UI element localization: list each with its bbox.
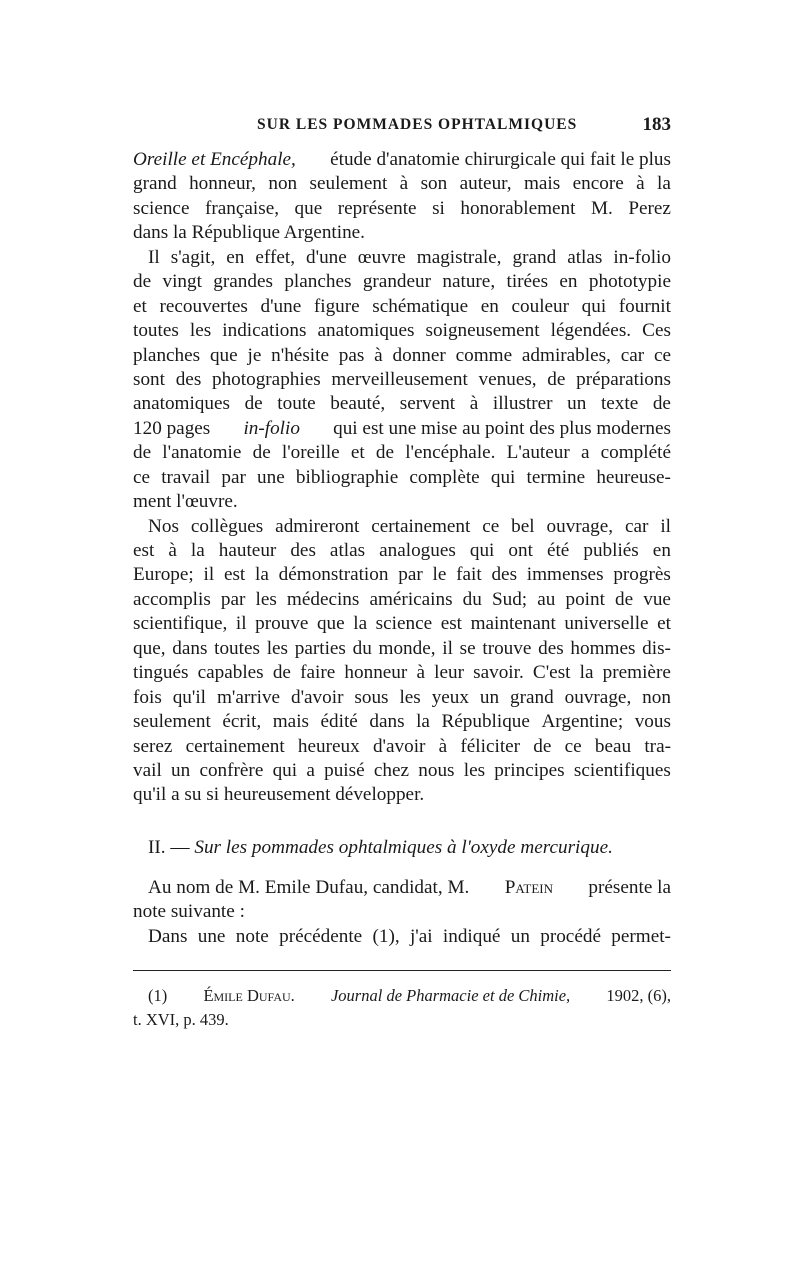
text-span: présente la [588, 877, 671, 898]
author-name: Patein [504, 877, 553, 898]
page-number: 183 [642, 114, 671, 135]
page-header [133, 114, 671, 138]
text-line: sont des photographies merveilleusement venues, de préparations [133, 368, 671, 390]
text-line: Dans une note précédente (1), j'ai indiqué un procédé permet- [148, 925, 671, 947]
text-line: ce travail par une bibliographie complète qui termine heureuse- [133, 466, 671, 488]
text-line: anatomiques de toute beauté, servent à illustrer un texte de [133, 393, 671, 415]
text-line: que, dans toutes les parties du monde, il se trouve des hommes dis- [133, 637, 671, 659]
text-span: qui est une mise au point des plus modernes [333, 417, 671, 439]
footnote-marker: (1) [148, 986, 168, 1005]
text-line: fois qu'il m'arrive d'avoir sous les yeux un grand ouvrage, non [133, 686, 671, 708]
text-span: étude d'anatomie chirurgicale qui fait le plus [330, 149, 671, 170]
text-line: Nos collègues admireront certainement ce bel ouvrage, car il [148, 515, 671, 537]
footnote-line: t. XVI, p. 439. [133, 1010, 229, 1030]
text-line [133, 875, 671, 899]
text-line: de vingt grandes planches grandeur nature, tirées en phototypie [133, 271, 671, 293]
italic-title: Oreille et Encéphale, [133, 149, 296, 170]
text-line: qu'il a su si heureusement développer. [133, 784, 425, 806]
footnote-reference: 1902, (6), [606, 986, 671, 1005]
text-line [133, 417, 671, 441]
section-title: Sur les pommades ophtalmiques à l'oxyde mercurique. [194, 837, 613, 858]
text-line: planches que je n'hésite pas à donner comme admirables, car ce [133, 344, 671, 366]
text-line: serez certainement heureux d'avoir à féliciter de ce beau tra- [133, 735, 671, 757]
text-line: accomplis par les médecins américains du Sud; au point de vue [133, 588, 671, 610]
text-line: Europe; il est la démonstration par le fait des immenses progrès [133, 564, 671, 586]
italic-term: in-folio [243, 417, 300, 439]
text-line: toutes les indications anatomiques soigneusement légendées. Ces [133, 320, 671, 342]
text-line: grand honneur, non seulement à son auteur, mais encore à la [133, 173, 671, 195]
footnote-journal: Journal de Pharmacie et de Chimie, [330, 986, 571, 1005]
text-line [133, 148, 671, 172]
text-line: science française, que représente si honorablement M. Perez [133, 197, 671, 219]
footnote [133, 985, 671, 1034]
text-line: Il s'agit, en effet, d'une œuvre magistrale, grand atlas in-folio [148, 246, 671, 268]
body-text-continued [133, 875, 671, 948]
text-span: Au nom de M. Emile Dufau, candidat, M. [148, 877, 470, 898]
text-line: de l'anatomie de l'oreille et de l'encéphale. L'auteur a complété [133, 442, 671, 464]
text-line: note suivante : [133, 901, 245, 923]
running-head: SUR LES POMMADES OPHTALMIQUES [257, 116, 578, 133]
text-span: 120 pages [133, 417, 211, 439]
section-number: II. — [148, 837, 190, 858]
text-line: tingués capables de faire honneur à leur savoir. C'est la première [133, 662, 671, 684]
footnote-line [133, 985, 671, 1009]
section-heading [148, 837, 671, 859]
text-line: seulement écrit, mais édité dans la République Argentine; vous [133, 711, 671, 733]
text-line: est à la hauteur des atlas analogues qui ont été publiés en [133, 540, 671, 561]
text-line: vail un confrère qui a puisé chez nous les principes scientifiques [133, 759, 671, 781]
text-line: dans la République Argentine. [133, 222, 365, 244]
footnote-author: Émile Dufau. [203, 986, 295, 1005]
text-line: ment l'œuvre. [133, 491, 238, 513]
body-text [133, 148, 671, 808]
text-line: et recouvertes d'une figure schématique en couleur qui fournit [133, 295, 671, 317]
footnote-rule [133, 970, 671, 971]
text-line: scientifique, il prouve que la science est maintenant universelle et [133, 613, 671, 635]
